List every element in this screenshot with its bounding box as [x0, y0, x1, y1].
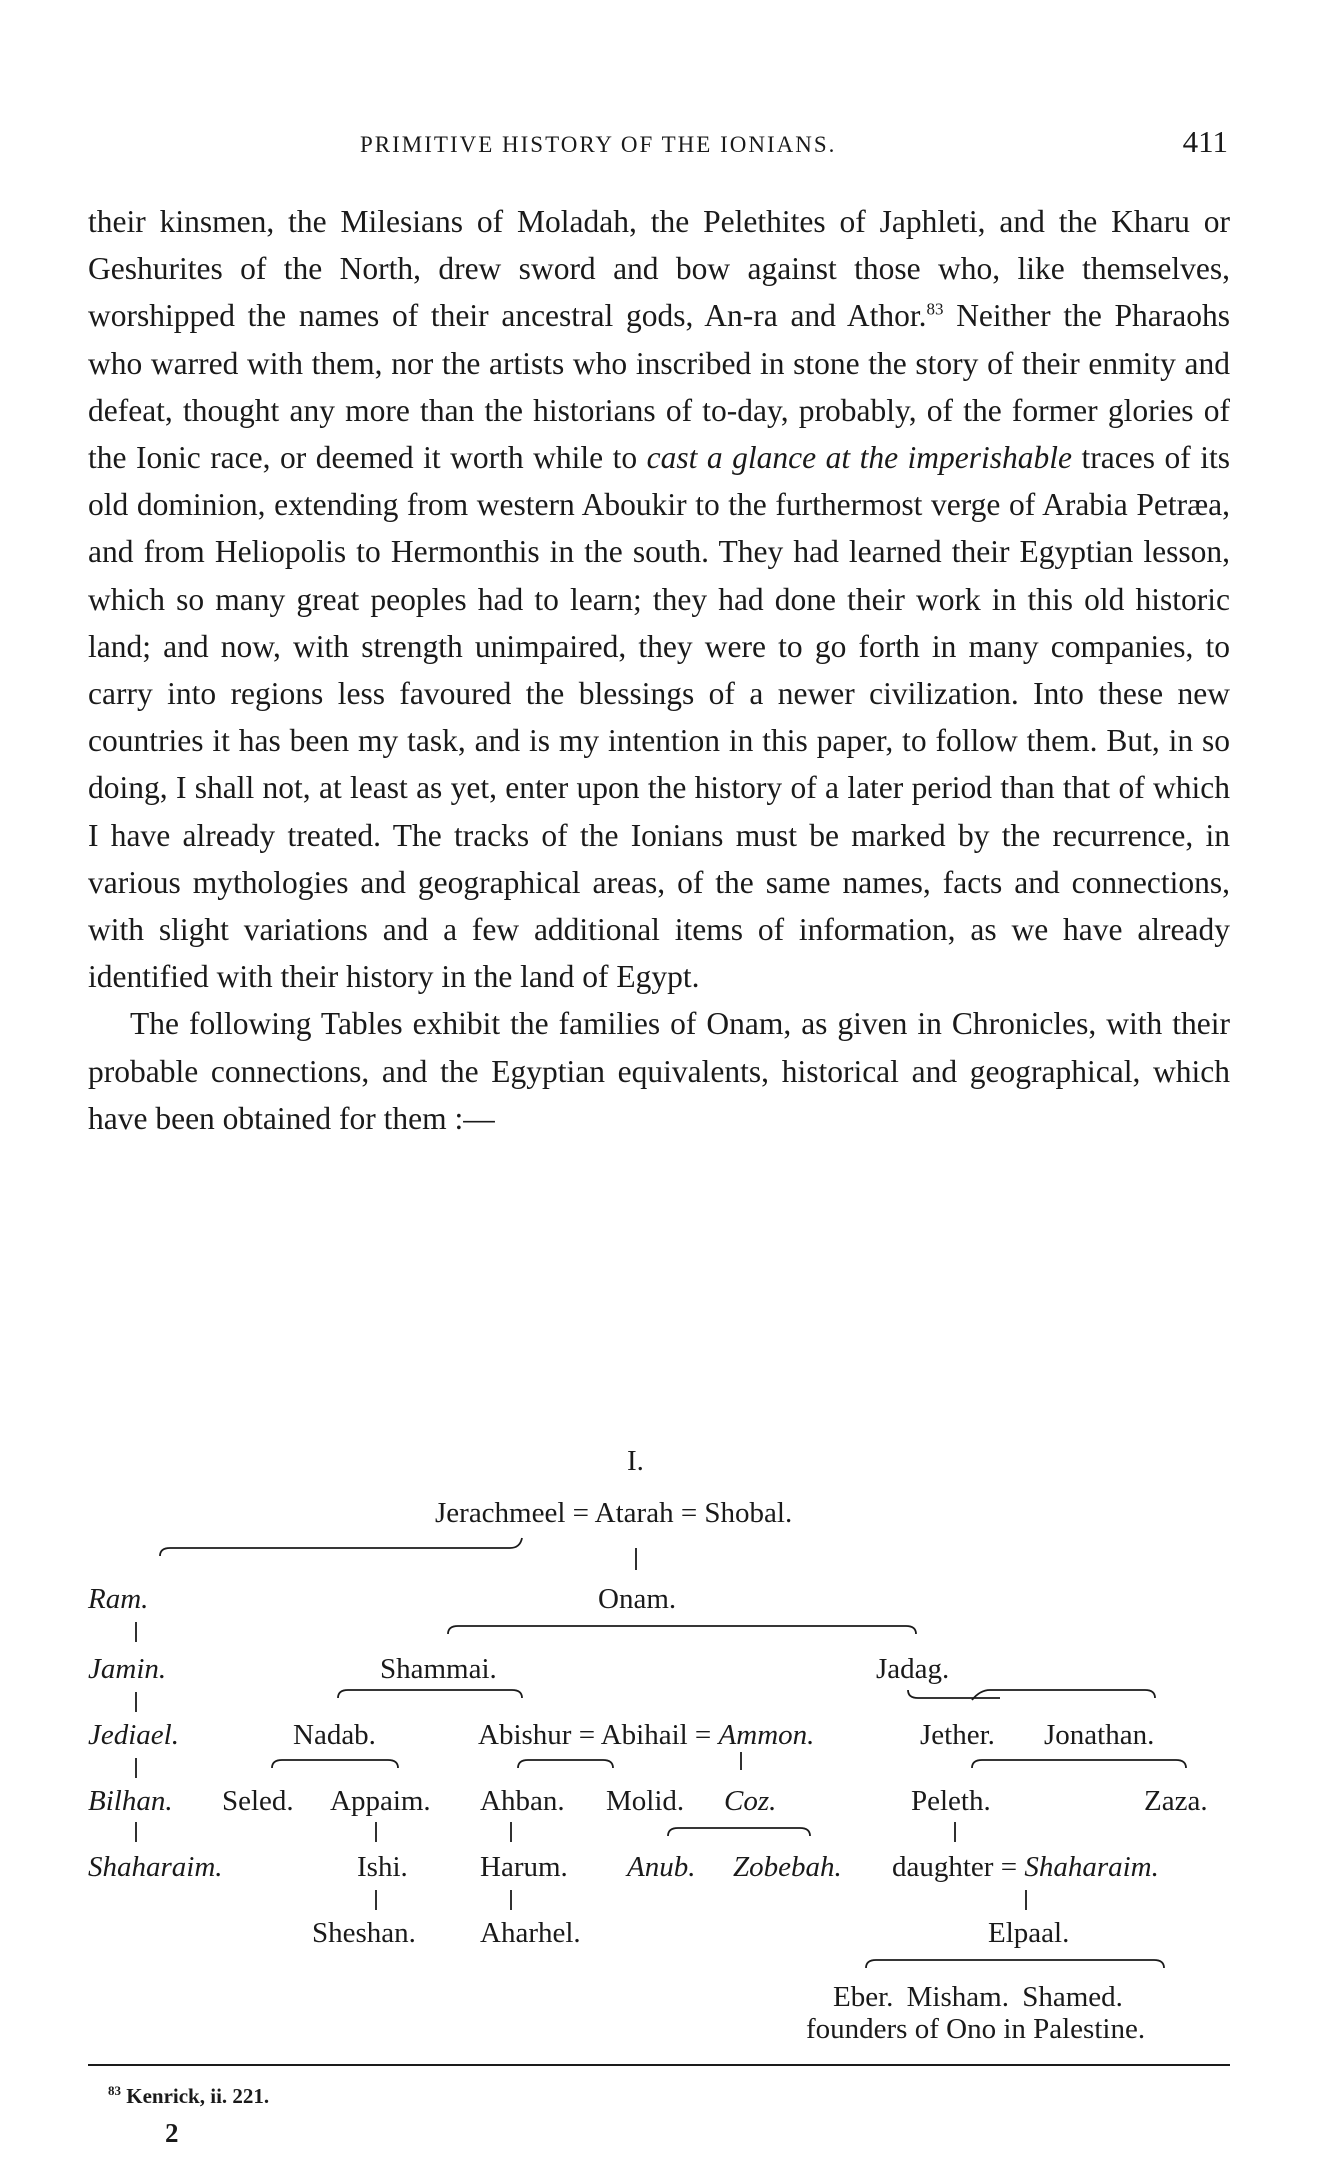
name-shaharaim: Shaharaim. [88, 1851, 223, 1883]
name-jonathan: Jonathan. [1044, 1719, 1155, 1751]
genealogy-table [0, 1446, 1342, 2046]
name-sheshan: Sheshan. [312, 1917, 416, 1949]
page-header [88, 124, 1228, 164]
name-elpaal: Elpaal. [988, 1917, 1070, 1949]
name-abishur [478, 1718, 814, 1752]
name-coz: Coz. [724, 1785, 777, 1817]
bracket-onam-children [448, 1626, 916, 1634]
name-jamin: Jamin. [88, 1653, 167, 1685]
top-line: Jerachmeel = Atarah = Shobal. [435, 1497, 793, 1529]
p1-text-b: Neither the Pharaohs who warred with them, nor the artists who inscribed in stone the story of their enmity and defeat, thought any more than the historians of to-day, probably, of the former glories of the Ionic race, or deemed it worth while to [88, 298, 1230, 476]
name-bilhan: Bilhan. [88, 1785, 173, 1817]
p1-text-c: traces of its old dominion, extending from western Aboukir to the furthermost verge of Arabia Petræa, and from Heliopolis to Hermonthis in the south. They had learned their Egyptian lesson, which so many great peoples had to learn; they had done their work in this old historic land; and now, with strength unimpaired, they were to go forth in many companies, to carry into regions less favoured the blessings of a newer civilization. Into these new countries it has been my task, and is my intention in this paper, to follow them. But, in so doing, I shall not, at least as yet, enter upon the history of a later period than that of which I have already treated. The tracks of the Ionians must be marked by the recurrence, in various mythologies and geographical areas, of the same names, facts and connections, with slight variations and a few additional items of information, as we have already identified with their history in the land of Egypt. [88, 440, 1230, 995]
bracket-jether-children [972, 1760, 1186, 1768]
footnote [108, 2083, 269, 2109]
paragraph-1 [88, 198, 1230, 1000]
page-number: 411 [1182, 124, 1228, 159]
name-daughter [892, 1850, 1159, 1884]
name-onam: Onam. [598, 1583, 677, 1615]
name-molid: Molid. [606, 1785, 685, 1817]
name-shammai: Shammai. [380, 1653, 497, 1685]
name-seled: Seled. [222, 1785, 294, 1817]
name-aharhel: Aharhel. [480, 1917, 581, 1949]
footnote-text: Kenrick, ii. 221. [121, 2084, 270, 2108]
name-jadag: Jadag. [876, 1653, 950, 1685]
bracket-jerachmeel-ram [160, 1538, 522, 1556]
name-appaim: Appaim. [330, 1785, 431, 1817]
name-ram: Ram. [88, 1583, 149, 1615]
p1-italic: cast a glance at the imperishable [646, 440, 1073, 476]
bracket-elpaal-children [866, 1960, 1164, 1968]
table-numeral: I. [627, 1445, 644, 1477]
name-shaharaim-2: Shaharaim. [1024, 1851, 1159, 1883]
name-ammon: Ammon. [718, 1719, 815, 1751]
abishur-text: Abishur = Abihail = [478, 1719, 719, 1751]
name-jether: Jether. [920, 1719, 995, 1751]
name-zaza: Zaza. [1144, 1785, 1208, 1817]
name-nadab: Nadab. [293, 1719, 376, 1751]
p1-text-a: their kinsmen, the Milesians of Moladah, the Pelethites of Japhleti, and the Kharu or Geshurites of the North, drew sword and bow against those who, like themselves, worshipped the names of their ancestral gods, An-ra and Athor. [88, 204, 1230, 334]
running-head: PRIMITIVE HISTORY OF THE IONIANS. [360, 132, 837, 157]
bracket-shammai-children [338, 1690, 522, 1698]
name-ahban: Ahban. [480, 1785, 565, 1817]
footnote-rule [88, 2064, 1230, 2066]
footnote-ref: 83 [926, 299, 944, 319]
name-harum: Harum. [480, 1851, 568, 1883]
bracket-coz-children [668, 1828, 810, 1836]
name-peleth: Peleth. [911, 1785, 991, 1817]
name-zobebah: Zobebah. [733, 1851, 842, 1883]
bracket-abishur-children [518, 1760, 613, 1768]
founders-note: founders of Ono in Palestine. [806, 2013, 1146, 2045]
footnote-number: 83 [108, 2083, 121, 2098]
bracket-nadab-children [272, 1760, 398, 1768]
name-ishi: Ishi. [357, 1851, 408, 1883]
name-anub: Anub. [627, 1851, 696, 1883]
body-text [88, 198, 1230, 1142]
signature-mark: 2 [165, 2118, 179, 2148]
paragraph-2: The following Tables exhibit the families of Onam, as given in Chronicles, with their probable connections, and the Egyptian equivalents, historical and geographical, which have been obtained for them :— [88, 1006, 1230, 1136]
name-sons: Eber. Misham. Shamed. [833, 1981, 1123, 2013]
daughter-text: daughter = [892, 1851, 1025, 1883]
name-jediael: Jediael. [88, 1719, 179, 1751]
